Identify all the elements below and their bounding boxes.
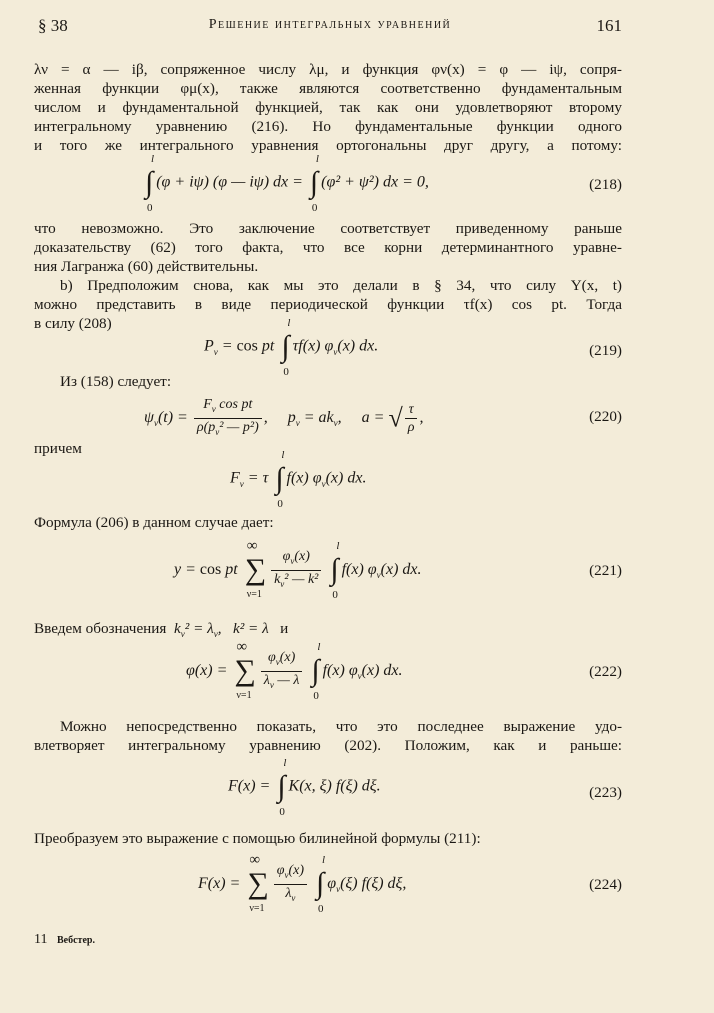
- equation-body: ∫ l 0 (φ + iψ) (φ — iψ) dx = ∫ l 0 (φ² + ψ²) dx = 0,: [145, 153, 429, 214]
- equation-number: (222): [589, 663, 622, 680]
- text-line: причем: [34, 440, 82, 457]
- equation-body: $\psi_\nu(t)$ = $\frac{F_\nu \cos pt}{\rho(p_\nu^2 — p^2)}$ , $p_\nu = ak_\nu$, a = √ $\frac{\tau}{\rho}$ ,: [144, 397, 424, 437]
- text-line: женная функции φμ(x), также являются соответственно фундаментальным: [34, 80, 622, 97]
- text-line: Из (158) следует:: [60, 373, 172, 390]
- text-line: Преобразуем это выражение с помощью билинейной формулы (211):: [34, 830, 481, 847]
- text-line: в силу (208): [34, 315, 112, 332]
- text-line: Введем обозначения $k_\nu^2 = \lambda_\nu$, k² = λ и: [34, 620, 289, 640]
- equation-number: (218): [589, 176, 622, 193]
- text-line: и того же интегрального уравнения ортогональны друг другу, а потому:: [34, 137, 622, 154]
- page-number: 161: [596, 16, 622, 35]
- text-line: интегральному уравнению (216). Но фундаментальные функции одного: [34, 118, 622, 135]
- text-line: b) Предположим снова, как мы это делали в § 34, что силу Y(x, t): [60, 277, 622, 294]
- equation-body: $P_\nu = \cos$ pt ∫ l 0 τf(x) $\varphi_\nu(x)$ dx.: [204, 317, 379, 378]
- text-line: Формула (206) в данном случае дает:: [34, 514, 274, 531]
- equation-number: (220): [589, 408, 622, 425]
- text-line: влетворяет интегральному уравнению (202). Положим, как и раньше:: [34, 737, 622, 754]
- equation-224: [34, 852, 622, 918]
- text-line: числом и фундаментальной функцией, так как они удовлетворяют второму: [34, 99, 622, 116]
- equation-body: F(x) = ∑ ∞ ν=1 $\frac{\varphi_\nu(x)}{\lambda_\nu}$ ∫ l 0 $\varphi_\nu(\xi)$ f(ξ) dξ,: [198, 852, 407, 916]
- footer-signature: [34, 932, 95, 948]
- equation-F: [34, 449, 622, 518]
- equation-body: $F_\nu = \tau$ ∫ l 0 f(x) $\varphi_\nu(x)$ dx.: [230, 449, 367, 510]
- equation-number: (223): [589, 784, 622, 801]
- text-line: λν = α — iβ, сопряженное числу λμ, и функция φν(x) = φ — iψ, сопря-: [34, 61, 622, 78]
- equation-body: φ(x) = ∑ ∞ ν=1 $\frac{\varphi_\nu(x)}{\lambda_\nu — \lambda}$ ∫ l 0 f(x) $\varphi_\nu(x)$ dx.: [186, 639, 403, 703]
- text-line: что невозможно. Это заключение соответствует приведенному раньше: [34, 220, 622, 237]
- equation-body: y = cos pt ∑ ∞ ν=1 $\frac{\varphi_\nu(x)}{k_\nu^2 — k^2}$ ∫ l 0 f(x) $\varphi_\nu(x)$ dx.: [174, 538, 422, 602]
- text-line: доказательству (62) того факта, что все корни детерминантного уравне-: [34, 239, 622, 256]
- equation-body: F(x) = ∫ l 0 K(x, ξ) f(ξ) dξ.: [228, 757, 381, 818]
- intro-text: Введем обозначения: [34, 620, 167, 637]
- equation-number: (219): [589, 342, 622, 359]
- signature-text: Вебстер.: [56, 935, 95, 946]
- text-line: ния Лагранжа (60) действительны.: [34, 258, 259, 275]
- equation-223: [34, 757, 622, 826]
- equation-number: (221): [589, 562, 622, 579]
- chapter-title: Решение интегральных уравнений: [208, 17, 452, 32]
- section-number: § 38: [38, 16, 68, 35]
- text-line: Можно непосредственно показать, что это последнее выражение удо-: [60, 718, 622, 735]
- text-line: можно представить в виде периодической функции τf(x) cos pt. Тогда: [34, 296, 622, 313]
- equation-222: [34, 639, 622, 705]
- running-header: [38, 16, 622, 40]
- equation-221: [34, 538, 622, 606]
- equation-number: (224): [589, 876, 622, 893]
- equation-218: [34, 153, 622, 222]
- conjunction-text: и: [280, 620, 289, 637]
- signature-number: 11: [34, 932, 48, 947]
